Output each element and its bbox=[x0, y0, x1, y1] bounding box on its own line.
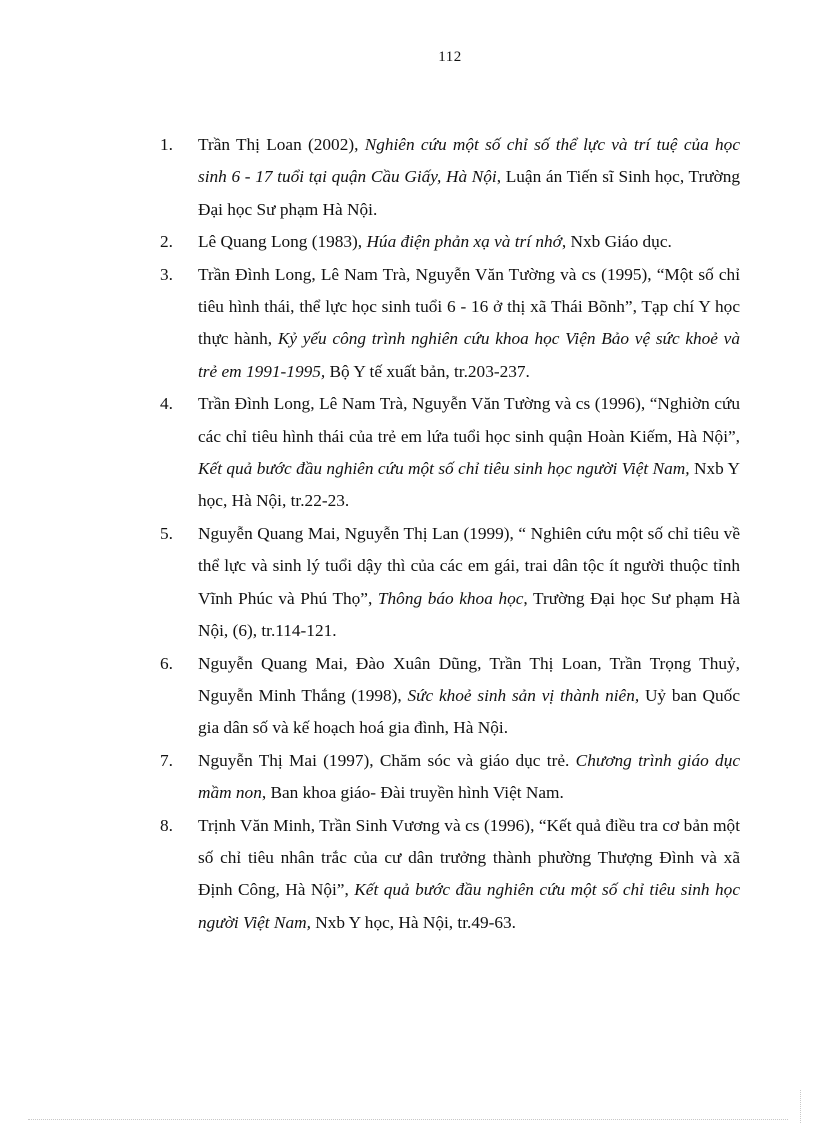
reference-segment: Nguyễn Quang Mai, Nguyễn Thị Lan (1999), “ Nghiên cứu một số chỉ tiêu về thể lực và sinh lý tuổi dậy thì của các em gái, trai dân tộc ít người thuộc tỉnh Vĩnh Phúc và Phú Thọ”, bbox=[198, 523, 740, 608]
reference-segment: Nxb Y học, Hà Nội, tr.22-23. bbox=[198, 459, 740, 511]
reference-title: Chương trình giáo dục mầm non bbox=[198, 750, 740, 803]
page-side-rule bbox=[800, 1090, 801, 1123]
reference-title: Húa điện phản xạ và trí nhớ bbox=[366, 232, 562, 252]
reference-title: Kết quả bước đầu nghiên cứu một số chỉ tiêu sinh học người Việt Nam, bbox=[198, 459, 690, 479]
reference-item bbox=[160, 648, 740, 745]
reference-text bbox=[198, 388, 740, 518]
reference-title: Thông báo khoa học bbox=[377, 588, 524, 608]
reference-title: Nghiên cứu một số chỉ số thể lực và trí tuệ của học sinh 6 - 17 tuổi tại quận Cầu Giấy, Hà Nội bbox=[198, 135, 740, 187]
reference-text bbox=[198, 745, 740, 810]
reference-text bbox=[198, 259, 740, 389]
reference-number: 7. bbox=[160, 750, 173, 770]
reference-item bbox=[160, 226, 740, 258]
reference-text bbox=[198, 810, 740, 940]
reference-segment: , Trường Đại học Sư phạm Hà Nội, (6), tr.114-121. bbox=[198, 588, 741, 641]
reference-title: Kết quả bước đầu nghiên cứu một số chỉ tiêu sinh học người Việt Nam, bbox=[198, 880, 740, 932]
page-bottom-rule bbox=[28, 1119, 788, 1120]
reference-title: Kỷ yếu công trình nghiên cứu khoa học Viện Bảo vệ sức khoẻ và trẻ em 1991-1995, bbox=[198, 329, 740, 381]
reference-text bbox=[198, 129, 740, 226]
reference-segment: Lê Quang Long (1983), bbox=[198, 232, 367, 252]
reference-number: 8. bbox=[160, 815, 173, 835]
reference-text bbox=[198, 518, 740, 648]
reference-item bbox=[160, 810, 740, 940]
reference-number: 5. bbox=[160, 523, 173, 543]
reference-item bbox=[160, 745, 740, 810]
page-number: 112 bbox=[438, 49, 462, 65]
reference-item bbox=[160, 129, 740, 226]
reference-text bbox=[198, 226, 740, 258]
reference-segment: , Nxb Giáo dục. bbox=[561, 232, 672, 252]
reference-list bbox=[160, 129, 740, 939]
reference-item bbox=[160, 388, 740, 518]
reference-segment: Uỷ ban Quốc gia dân số và kế hoạch hoá gia đình, Hà Nội. bbox=[198, 685, 740, 738]
reference-segment: , Luận án Tiến sĩ Sinh học, Trường Đại học Sư phạm Hà Nội. bbox=[198, 167, 740, 219]
reference-segment: Nxb Y học, Hà Nội, tr.49-63. bbox=[310, 912, 516, 932]
reference-segment: , Ban khoa giáo- Đài truyền hình Việt Nam. bbox=[261, 783, 564, 803]
reference-item bbox=[160, 518, 740, 648]
reference-number: 2. bbox=[160, 232, 173, 252]
reference-text bbox=[198, 648, 740, 745]
reference-segment: Trần Đình Long, Lê Nam Trà, Nguyễn Văn Tường và cs (1995), “Một số chỉ tiêu hình thái, thể lực học sinh tuổi 6 - 16 ở thị xã Thái Bõnh”, Tạp chí Y học thực hành, bbox=[198, 264, 740, 349]
reference-item bbox=[160, 259, 740, 389]
reference-segment: Trịnh Văn Minh, Trần Sinh Vương và cs (1996), “Kết quả điều tra cơ bản một số chỉ tiêu nhân trắc của cư dân trưởng thành phường Thượng Đình và xã Định Công, Hà Nội”, bbox=[198, 815, 740, 900]
reference-number: 4. bbox=[160, 394, 173, 414]
reference-number: 1. bbox=[160, 135, 173, 154]
reference-segment: Bộ Y tế xuất bản, tr.203-237. bbox=[325, 361, 530, 381]
reference-number: 3. bbox=[160, 264, 173, 284]
reference-segment: Trần Thị Loan (2002), bbox=[198, 135, 365, 154]
reference-segment: Nguyễn Thị Mai (1997), Chăm sóc và giáo dục trẻ. bbox=[198, 750, 576, 770]
reference-number: 6. bbox=[160, 653, 173, 673]
reference-title: Sức khoẻ sinh sản vị thành niên, bbox=[407, 685, 640, 705]
reference-segment: Trần Đình Long, Lê Nam Trà, Nguyễn Văn Tường và cs (1996), “Nghiờn cứu các chỉ tiêu hình thái của trẻ em lứa tuổi học sinh quận Hoàn Kiếm, Hà Nội”, bbox=[198, 394, 740, 446]
reference-segment: Nguyễn Quang Mai, Đào Xuân Dũng, Trần Thị Loan, Trần Trọng Thuỷ, Nguyễn Minh Thắng (1998), bbox=[198, 653, 740, 705]
